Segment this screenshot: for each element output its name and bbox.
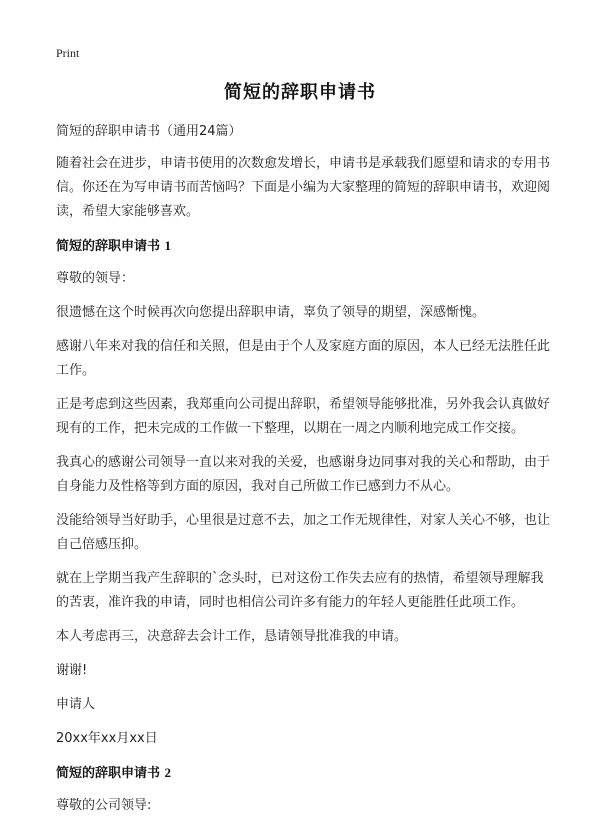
section-1-heading-text: 简短的辞职申请书	[56, 239, 161, 254]
section-2-heading-number: 2	[164, 765, 172, 780]
section-1-paragraph: 感谢八年来对我的信任和关照，但是由于个人及家庭方面的原因，本人已经无法胜任此工作。	[56, 339, 551, 378]
print-link[interactable]: Print	[56, 46, 80, 60]
document-body	[56, 120, 556, 828]
section-1-paragraph: 本人考虑再三，决意辞去会计工作，恳请领导批准我的申请。	[56, 629, 408, 644]
document-subtitle: 简短的辞职申请书（通用24篇）	[56, 124, 242, 139]
section-1-paragraph: 我真心的感谢公司领导一直以来对我的关爱，也感谢身边同事对我的关心和帮助，由于自身能力及性格等到方面的原因，我对自己所做工作已感到力不从心。	[56, 455, 551, 494]
section-1-heading	[56, 234, 556, 259]
section-2-heading-text: 简短的辞职申请书	[56, 766, 161, 781]
section-1-paragraph: 就在上学期当我产生辞职的`念头时，已对这份工作失去应有的热情，希望领导理解我的苦衷，准许我的申请，同时也相信公司许多有能力的年轻人更能胜任此项工作。	[56, 571, 544, 610]
page-title: 简短的辞职申请书	[224, 82, 376, 103]
section-1-paragraph: 正是考虑到这些因素，我郑重向公司提出辞职，希望领导能够批准，另外我会认真做好现有的工作，把未完成的工作做一下整理，以期在一周之内顺利地完成工作交接。	[56, 397, 551, 436]
section-1-date: 20xx年xx月xx日	[56, 731, 158, 746]
section-1-signature: 申请人	[56, 697, 96, 712]
section-2-heading	[56, 761, 556, 786]
section-1-paragraph: 没能给领导当好助手，心里很是过意不去，加之工作无规律性，对家人关心不够，也让自己倍感压抑。	[56, 513, 551, 552]
section-2-salutation: 尊敬的公司领导:	[56, 798, 152, 813]
section-1-salutation: 尊敬的领导：	[56, 271, 135, 286]
section-1-paragraph: 很遗憾在这个时候再次向您提出辞职申请，辜负了领导的期望，深感惭愧。	[56, 305, 486, 320]
section-1-heading-number: 1	[164, 238, 172, 253]
section-1-thanks: 谢谢!	[56, 663, 88, 678]
intro-paragraph: 随着社会在进步，申请书使用的次数愈发增长，申请书是承载我们愿望和请求的专用书信。你还在为写申请书而苦恼吗？下面是小编为大家整理的简短的辞职申请书，欢迎阅读，希望大家能够喜欢。	[56, 156, 551, 219]
